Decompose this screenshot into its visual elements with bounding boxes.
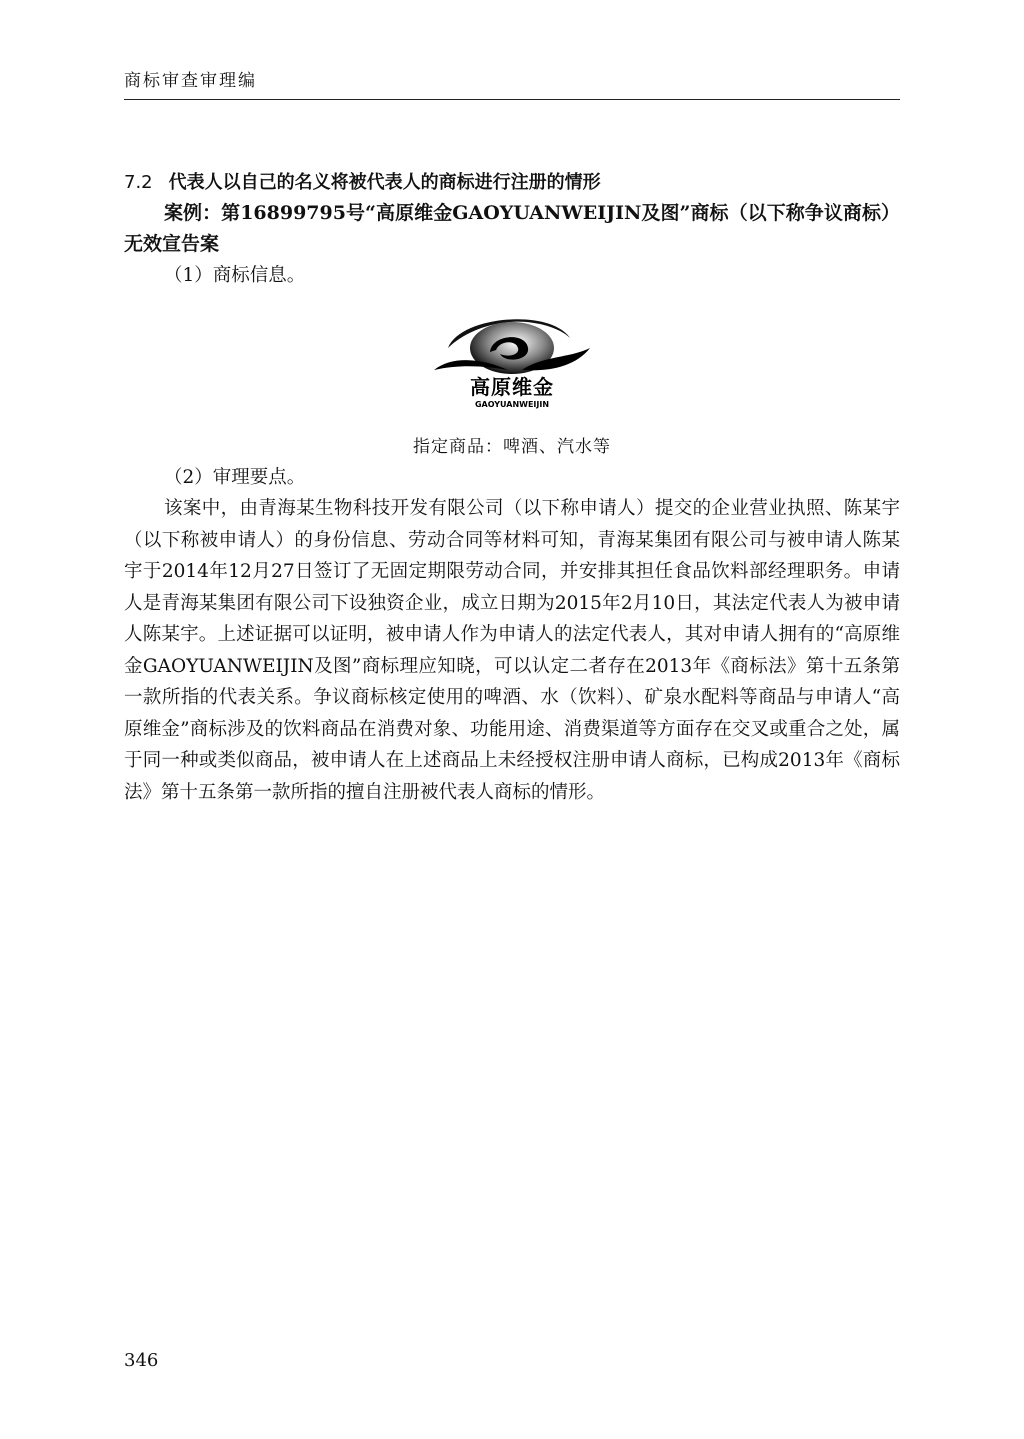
page-number: 346 [124,1350,159,1371]
section-number: 7.2 [124,172,153,193]
trademark-pinyin-text: GAOYUANWEIJIN [474,399,550,409]
section-title: 代表人以自己的名义将被代表人的商标进行注册的情形 [168,172,601,193]
body-paragraph: 该案中，由青海某生物科技开发有限公司（以下称申请人）提交的企业营业执照、陈某宇（以下称被申请人）的身份信息、劳动合同等材料可知，青海某集团有限公司与被申请人陈某宇于2014年12月27日签订了无固定期限劳动合同，并安排其担任食品饮料部经理职务。申请人是青海某集团有限公司下设独资企业，成立日期为2015年2月10日，其法定代表人为被申请人陈某宇。上述证据可以证明，被申请人作为申请人的法定代表人，其对申请人拥有的“高原维金GAOYUANWEIJIN及图”商标理应知晓，可以认定二者存在2013年《商标法》第十五条第一款所指的代表关系。争议商标核定使用的啤酒、水（饮料）、矿泉水配料等商品与申请人“高原维金”商标涉及的饮料商品在消费对象、功能用途、消费渠道等方面存在交叉或重合之处，属于同一种或类似商品，被申请人在上述商品上未经授权注册申请人商标，已构成2013年《商标法》第十五条第一款所指的擅自注册被代表人商标的情形。 [124,498,900,803]
running-header: 商标审查审理编 [124,71,257,91]
header-rule [124,99,900,100]
page-content [124,168,900,808]
trademark-emblem-icon [430,308,594,412]
trademark-logo [124,298,900,418]
subsection-review-points: （2）审理要点。 [164,466,306,488]
designated-goods: 指定商品：啤酒、汽水等 [413,436,611,457]
case-title: 案例：第16899795号“高原维金GAOYUANWEIJIN及图”商标（以下称争议商标）无效宣告案 [124,202,900,255]
subsection-trademark-info: （1）商标信息。 [164,265,306,286]
trademark-chinese-text: 高原维金 [470,374,554,399]
section-heading [124,168,900,198]
